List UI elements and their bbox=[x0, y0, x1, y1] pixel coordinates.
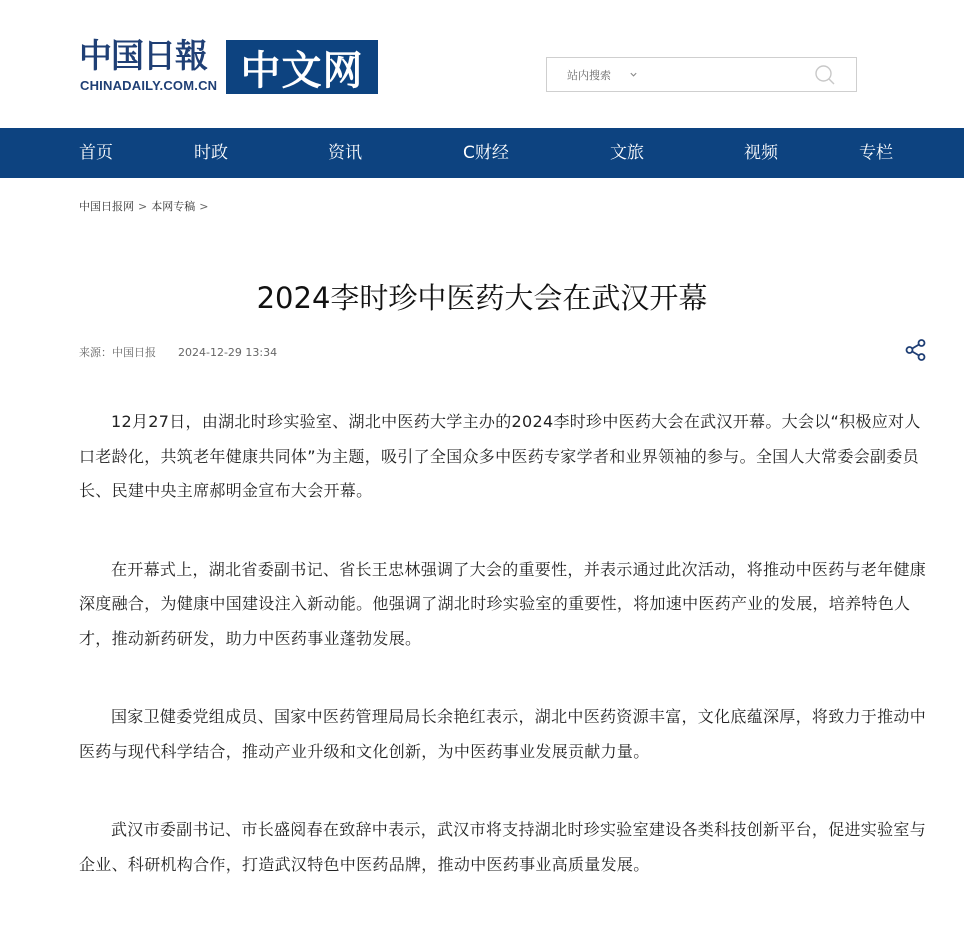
nav-item-video[interactable]: 视频 bbox=[744, 143, 778, 163]
search-scope-select[interactable]: 站内搜索 bbox=[567, 70, 611, 82]
breadcrumb-link-home[interactable]: 中国日报网 bbox=[79, 200, 134, 213]
article-source: 来源：中国日报 bbox=[79, 346, 156, 359]
article-paragraph: 武汉市委副书记、市长盛阅春在致辞中表示，武汉市将支持湖北时珍实验室建设各类科技创新平台，促进实验室与企业、科研机构合作，打造武汉特色中医药品牌，推动中医药事业高质量发展。 bbox=[79, 820, 927, 874]
site-logo[interactable] bbox=[79, 38, 378, 96]
search-input[interactable] bbox=[647, 62, 821, 89]
site-header bbox=[0, 0, 964, 128]
logo-wordmark bbox=[79, 38, 221, 96]
main-nav-bar bbox=[0, 128, 964, 178]
article-timestamp: 2024-12-29 13:34 bbox=[178, 346, 278, 359]
article-title: 2024李时珍中医药大会在武汉开幕 bbox=[256, 281, 708, 316]
breadcrumb bbox=[79, 198, 212, 214]
breadcrumb-link-section[interactable]: 本网专稿 bbox=[151, 200, 196, 213]
breadcrumb-separator: > bbox=[199, 200, 209, 213]
nav-item-news[interactable]: 资讯 bbox=[328, 143, 362, 163]
search-icon[interactable] bbox=[813, 63, 837, 87]
nav-item-columns[interactable]: 专栏 bbox=[859, 143, 893, 163]
article-paragraph: 在开幕式上，湖北省委副书记、省长王忠林强调了大会的重要性，并表示通过此次活动，将推动中医药与老年健康深度融合，为健康中国建设注入新动能。他强调了湖北时珍实验室的重要性，将加速中医药产业的发展，培养特色人才，推动新药研发，助力中医药事业蓬勃发展。 bbox=[79, 559, 927, 648]
logo-chinese-text: 中国日報 bbox=[79, 36, 207, 75]
nav-item-culture-travel[interactable]: 文旅 bbox=[610, 143, 644, 163]
logo-badge: 中文网 bbox=[226, 40, 378, 94]
article-body bbox=[79, 405, 927, 926]
breadcrumb-separator: > bbox=[138, 200, 148, 213]
site-search-box bbox=[546, 57, 857, 92]
chevron-down-icon[interactable] bbox=[629, 70, 638, 79]
nav-item-home[interactable]: 首页 bbox=[79, 143, 113, 163]
article-paragraph: 12月27日，由湖北时珍实验室、湖北中医药大学主办的2024李时珍中医药大会在武汉开幕。大会以“积极应对人口老龄化，共筑老年健康共同体”为主题，吸引了全国众多中医药专家学者和业界领袖的参与。全国人大常委会副委员长、民建中央主席郝明金宣布大会开幕。 bbox=[79, 412, 921, 500]
share-icon[interactable] bbox=[904, 338, 928, 362]
article-paragraph: 国家卫健委党组成员、国家中医药管理局局长余艳红表示，湖北中医药资源丰富，文化底蕴深厚，将致力于推动中医药与现代科学结合，推动产业升级和文化创新，为中医药事业发展贡献力量。 bbox=[79, 707, 927, 761]
logo-domain-text: CHINADAILY.COM.CN bbox=[80, 78, 218, 93]
article-meta bbox=[79, 344, 277, 360]
nav-item-politics[interactable]: 时政 bbox=[194, 143, 228, 163]
nav-item-finance[interactable]: C财经 bbox=[463, 143, 509, 163]
